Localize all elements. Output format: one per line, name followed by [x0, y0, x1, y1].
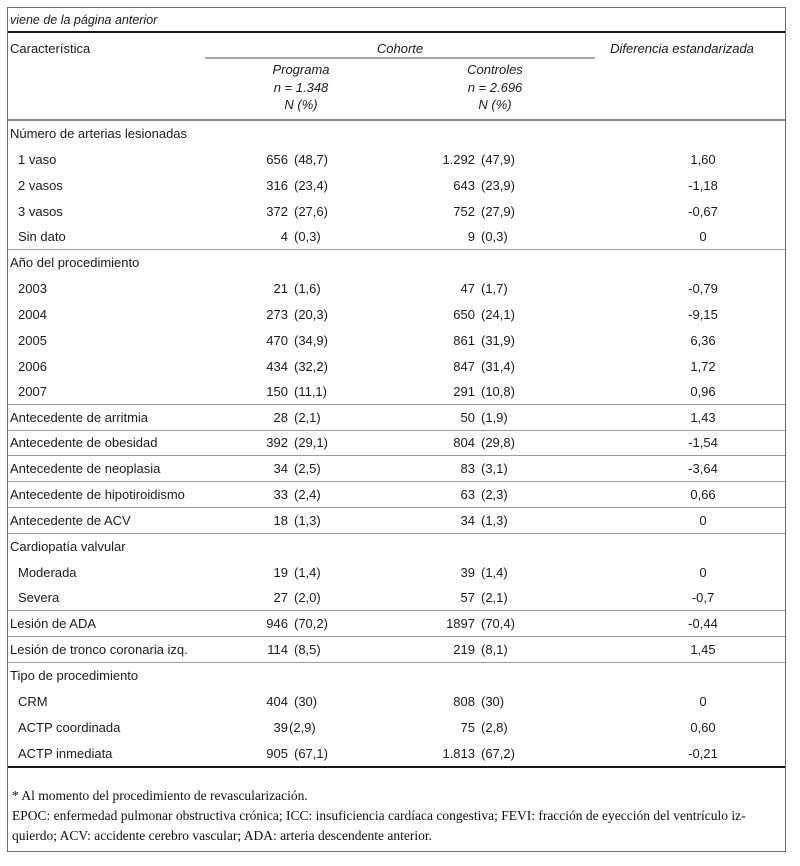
- table-row: [8, 456, 785, 482]
- row-label: 2005: [18, 332, 47, 348]
- value-pct: (2,1): [481, 590, 508, 606]
- controles-cell: [390, 204, 576, 219]
- value-pct: (10,8): [481, 383, 515, 399]
- value-pct: (31,4): [481, 358, 515, 374]
- value-pct: (3,1): [481, 461, 508, 477]
- value-pct: (2,5): [294, 461, 321, 477]
- table-row: [8, 431, 785, 457]
- table-row: [8, 714, 785, 740]
- table-row: [8, 740, 785, 766]
- row-label: Lesión de ADA: [10, 616, 97, 632]
- row-label: 3 vasos: [18, 203, 63, 219]
- value-n: 656: [266, 152, 288, 168]
- value-n: 18: [273, 512, 288, 528]
- value-n: 404: [266, 693, 288, 709]
- row-label: Número de arterias lesionadas: [10, 126, 188, 142]
- value-pct: (70,2): [294, 616, 328, 632]
- controles-column-header: [392, 61, 588, 114]
- row-label: Sin dato: [18, 229, 66, 245]
- std-diff-cell: -1,18: [688, 177, 718, 193]
- std-diff-cell: 0: [699, 229, 707, 245]
- value-pct: (32,2): [294, 358, 328, 374]
- value-pct: (0,3): [481, 229, 508, 245]
- row-label: Antecedente de hipotiroidismo: [10, 487, 185, 503]
- value-n: 63: [460, 487, 475, 503]
- row-label: Cardiopatía valvular: [10, 539, 126, 555]
- row-label: 2 vasos: [18, 177, 63, 193]
- controles-cell: [390, 229, 576, 244]
- value-n: 75: [460, 719, 475, 735]
- std-diff-cell: -0,79: [688, 281, 718, 297]
- value-pct: (1,4): [294, 564, 321, 580]
- table-row: [8, 611, 785, 637]
- value-n: 861: [453, 332, 475, 348]
- value-n: 83: [460, 461, 475, 477]
- value-n: 27: [273, 590, 288, 606]
- controles-title: Controles: [467, 62, 523, 77]
- controles-cell: [390, 746, 576, 761]
- table-header: [8, 33, 785, 121]
- continuation-note: viene de la página anterior: [10, 13, 158, 27]
- value-pct: (34,9): [294, 332, 328, 348]
- value-pct: (24,1): [481, 306, 515, 322]
- table-row: [8, 250, 785, 276]
- programa-cell: [204, 152, 390, 167]
- std-diff-cell: 1,72: [690, 358, 716, 374]
- value-n: 1.813: [442, 745, 475, 761]
- value-n: 470: [266, 332, 288, 348]
- column-group-cohort: Cohorte: [376, 41, 424, 56]
- value-n: 219: [453, 641, 475, 657]
- table-row: [8, 121, 785, 147]
- value-n: 273: [266, 306, 288, 322]
- programa-unit: N (%): [284, 97, 318, 112]
- table-row: [8, 147, 785, 173]
- controles-unit: N (%): [478, 97, 512, 112]
- value-pct: (1,9): [481, 409, 508, 425]
- row-label: 1 vaso: [18, 152, 57, 168]
- value-pct: (48,7): [294, 152, 328, 168]
- value-n: 34: [273, 461, 288, 477]
- std-diff-cell: 1,60: [690, 152, 716, 168]
- table-row: [8, 173, 785, 199]
- row-label: Tipo de procedimiento: [10, 668, 139, 684]
- cohort-underline-divider: [205, 57, 595, 59]
- table-row: [8, 508, 785, 534]
- table-row: [8, 405, 785, 431]
- programa-cell: [204, 229, 390, 244]
- footnote: [12, 786, 785, 846]
- programa-column-header: [206, 61, 394, 114]
- table-row: [8, 198, 785, 224]
- programa-cell: [204, 410, 390, 425]
- programa-cell: [204, 616, 390, 631]
- controles-cell: [390, 590, 576, 605]
- value-n: 21: [273, 281, 288, 297]
- value-pct: (30): [481, 693, 505, 709]
- value-pct: (29,8): [481, 435, 515, 451]
- value-pct: (2,4): [294, 487, 321, 503]
- row-label: Año del procedimiento: [10, 255, 140, 271]
- value-pct: (2,9): [289, 719, 316, 735]
- value-pct: (8,5): [294, 641, 321, 657]
- programa-cell: [204, 384, 390, 399]
- std-diff-cell: 1,45: [690, 641, 716, 657]
- value-n: 34: [460, 512, 475, 528]
- value-n: 804: [453, 435, 475, 451]
- programa-cell: [204, 565, 390, 580]
- controles-cell: [390, 359, 576, 374]
- std-diff-cell: 0,60: [690, 719, 716, 735]
- value-pct: (2,0): [294, 590, 321, 606]
- value-n: 39: [460, 564, 475, 580]
- programa-cell: [204, 359, 390, 374]
- table-row: [8, 689, 785, 715]
- value-n: 28: [273, 409, 288, 425]
- table-row: [8, 482, 785, 508]
- controles-cell: [390, 384, 576, 399]
- table-row: [8, 353, 785, 379]
- programa-cell: [204, 590, 390, 605]
- footnote-abbrev-line-1: EPOC: enfermedad pulmonar obstructiva crónica; ICC: insuficiencia cardíaca congestiva; FEVI: fracción de eyección del ventrículo iz-: [12, 807, 746, 823]
- value-pct: (67,1): [294, 745, 328, 761]
- row-label: Antecedente de arritmia: [10, 409, 149, 425]
- value-pct: (20,3): [294, 306, 328, 322]
- programa-n: n = 1.348: [273, 79, 329, 95]
- value-n: 316: [266, 177, 288, 193]
- row-label: 2004: [18, 306, 47, 322]
- std-diff-cell: 0: [699, 512, 707, 528]
- controles-cell: [390, 461, 576, 476]
- table-rows: [8, 121, 785, 768]
- value-pct: (47,9): [481, 152, 515, 168]
- footnote-asterisk-line: * Al momento del procedimiento de revascularización.: [12, 787, 308, 803]
- value-pct: (27,9): [481, 203, 515, 219]
- value-pct: (2,3): [481, 487, 508, 503]
- table-row: [8, 276, 785, 302]
- std-diff-cell: 1,43: [690, 409, 716, 425]
- table-row: [8, 224, 785, 250]
- controles-cell: [390, 307, 576, 322]
- programa-title: Programa: [272, 62, 330, 77]
- value-n: 4: [280, 229, 288, 245]
- row-label: ACTP coordinada: [18, 719, 121, 735]
- value-pct: (1,4): [481, 564, 508, 580]
- table-row: [8, 327, 785, 353]
- value-n: 905: [266, 745, 288, 761]
- value-n: 643: [453, 177, 475, 193]
- value-pct: (70,4): [481, 616, 515, 632]
- controles-cell: [390, 565, 576, 580]
- controles-cell: [390, 487, 576, 502]
- value-n: 946: [266, 616, 288, 632]
- table-row: [8, 663, 785, 689]
- programa-cell: [204, 435, 390, 450]
- value-pct: (1,6): [294, 281, 321, 297]
- programa-cell: [204, 204, 390, 219]
- value-n: 1897: [446, 616, 475, 632]
- value-n: 1.292: [442, 152, 475, 168]
- controles-n: n = 2.696: [467, 79, 523, 95]
- value-n: 372: [266, 203, 288, 219]
- value-n: 847: [453, 358, 475, 374]
- value-pct: (1,3): [294, 512, 321, 528]
- value-n: 808: [453, 693, 475, 709]
- value-pct: (30): [294, 693, 318, 709]
- row-label: CRM: [18, 693, 48, 709]
- value-n: 291: [453, 383, 475, 399]
- value-pct: (1,7): [481, 281, 508, 297]
- programa-cell: [204, 746, 390, 761]
- controles-cell: [390, 281, 576, 296]
- row-label: Antecedente de neoplasia: [10, 461, 161, 477]
- controles-cell: [390, 152, 576, 167]
- controles-cell: [390, 178, 576, 193]
- controles-cell: [390, 642, 576, 657]
- std-diff-cell: -1,54: [688, 435, 718, 451]
- value-pct: (11,1): [294, 383, 327, 399]
- std-diff-cell: -9,15: [688, 306, 718, 322]
- programa-cell: [204, 307, 390, 322]
- column-header-characteristic: Característica: [10, 41, 91, 56]
- programa-cell: [204, 487, 390, 502]
- row-label: ACTP inmediata: [18, 745, 113, 761]
- value-pct: (8,1): [481, 641, 508, 657]
- column-header-std-diff: Diferencia estandarizada: [610, 41, 754, 56]
- row-label: Antecedente de ACV: [10, 512, 131, 528]
- value-pct: (27,6): [294, 203, 328, 219]
- value-pct: (2,1): [294, 409, 321, 425]
- table-row: [8, 560, 785, 586]
- controles-cell: [390, 616, 576, 631]
- programa-cell: [204, 178, 390, 193]
- value-pct: (1,3): [481, 512, 508, 528]
- value-pct: (31,9): [481, 332, 515, 348]
- value-n: 9: [467, 229, 475, 245]
- value-pct: (2,8): [481, 719, 508, 735]
- controles-cell: [390, 333, 576, 348]
- value-n: 33: [273, 487, 288, 503]
- controles-cell: [390, 513, 576, 528]
- value-n: 50: [460, 409, 475, 425]
- value-pct: (67,2): [481, 745, 515, 761]
- std-diff-cell: -0,7: [691, 590, 715, 606]
- value-n: 57: [460, 590, 475, 606]
- row-label: Moderada: [18, 564, 77, 580]
- programa-cell: [204, 642, 390, 657]
- value-pct: (23,9): [481, 177, 515, 193]
- controles-cell: [390, 410, 576, 425]
- std-diff-cell: 0: [699, 564, 707, 580]
- controles-cell: [390, 435, 576, 450]
- value-n: 39: [273, 719, 288, 735]
- value-n: 47: [460, 281, 475, 297]
- std-diff-cell: -0,67: [688, 203, 718, 219]
- row-label: 2003: [18, 281, 47, 297]
- table-row: [8, 302, 785, 328]
- value-pct: (0,3): [294, 229, 321, 245]
- value-n: 650: [453, 306, 475, 322]
- table-row: [8, 534, 785, 560]
- value-n: 434: [266, 358, 288, 374]
- std-diff-cell: 6,36: [690, 332, 716, 348]
- programa-cell: [204, 513, 390, 528]
- footnote-abbrev-line-2: quierdo; ACV: accidente cerebro vascular; ADA: arteria descendente anterior.: [12, 827, 432, 843]
- programa-cell: [204, 694, 390, 709]
- table-row: [8, 637, 785, 663]
- document-page: [7, 7, 786, 852]
- value-pct: (29,1): [294, 435, 328, 451]
- std-diff-cell: -0,21: [688, 745, 718, 761]
- row-label: 2006: [18, 358, 47, 374]
- controles-cell: [390, 720, 576, 735]
- value-n: 752: [453, 203, 475, 219]
- std-diff-cell: 0,66: [690, 487, 716, 503]
- std-diff-cell: -3,64: [688, 461, 718, 477]
- table-row: [8, 379, 785, 405]
- std-diff-cell: 0: [699, 693, 707, 709]
- std-diff-cell: 0,96: [690, 383, 716, 399]
- controles-cell: [390, 694, 576, 709]
- row-label: Lesión de tronco coronaria izq.: [10, 641, 188, 657]
- row-label: 2007: [18, 383, 47, 399]
- value-pct: (23,4): [294, 177, 328, 193]
- programa-cell: [204, 281, 390, 296]
- programa-cell: [204, 333, 390, 348]
- programa-cell: [204, 720, 390, 735]
- value-n: 150: [266, 383, 288, 399]
- row-label: Antecedente de obesidad: [10, 435, 158, 451]
- value-n: 392: [266, 435, 288, 451]
- value-n: 19: [273, 564, 288, 580]
- std-diff-cell: -0,44: [688, 616, 718, 632]
- value-n: 114: [267, 641, 288, 657]
- table-row: [8, 585, 785, 611]
- programa-cell: [204, 461, 390, 476]
- row-label: Severa: [18, 590, 60, 606]
